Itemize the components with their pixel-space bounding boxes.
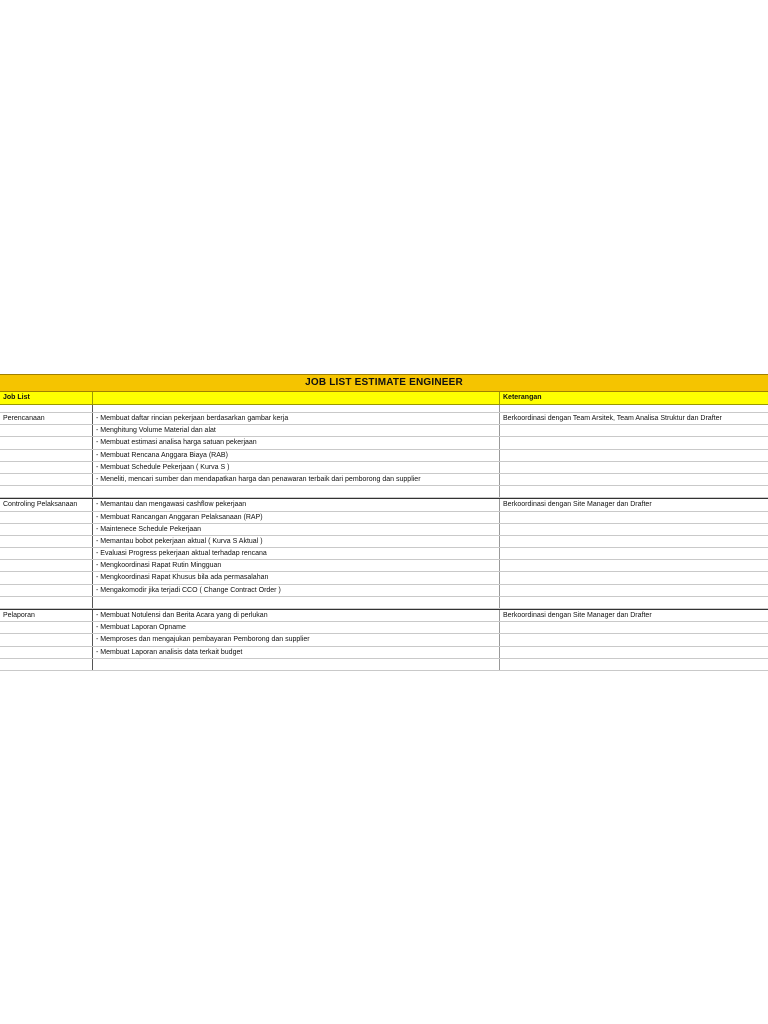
- cell-description[interactable]: - Mengakomodir jika terjadi CCO ( Change Contract Order ): [93, 585, 500, 596]
- cell-description[interactable]: - Menghitung Volume Material dan alat: [93, 425, 500, 436]
- cell-job-list[interactable]: [0, 647, 93, 658]
- cell-description[interactable]: - Membuat Schedule Pekerjaan ( Kurva S ): [93, 462, 500, 473]
- cell-description[interactable]: - Memantau dan mengawasi cashflow pekerjaan: [93, 499, 500, 510]
- cell-keterangan[interactable]: [500, 548, 768, 559]
- table-row: [0, 572, 768, 584]
- cell-keterangan[interactable]: [500, 437, 768, 448]
- table-row: [0, 585, 768, 597]
- cell-job-list[interactable]: [0, 536, 93, 547]
- empty-cell[interactable]: [0, 659, 93, 670]
- cell-description[interactable]: - Mengkoordinasi Rapat Khusus bila ada permasalahan: [93, 572, 500, 583]
- spreadsheet: [0, 374, 768, 671]
- cell-description[interactable]: - Membuat daftar rincian pekerjaan berdasarkan gambar kerja: [93, 413, 500, 424]
- cell-keterangan[interactable]: [500, 425, 768, 436]
- cell-job-list[interactable]: Pelaporan: [0, 610, 93, 621]
- cell-job-list[interactable]: [0, 548, 93, 559]
- sheet-title: JOB LIST ESTIMATE ENGINEER: [0, 374, 768, 392]
- cell-job-list[interactable]: [0, 622, 93, 633]
- table-row: [0, 450, 768, 462]
- empty-cell[interactable]: [500, 486, 768, 497]
- empty-cell[interactable]: [0, 597, 93, 608]
- cell-description[interactable]: - Evaluasi Progress pekerjaan aktual terhadap rencana: [93, 548, 500, 559]
- empty-cell[interactable]: [93, 597, 500, 608]
- cell-description[interactable]: - Maintenece Schedule Pekerjaan: [93, 524, 500, 535]
- table-row: [0, 474, 768, 486]
- blank-row[interactable]: [0, 659, 768, 671]
- cell-job-list[interactable]: Controling Pelaksanaan: [0, 499, 93, 510]
- table-row: [0, 560, 768, 572]
- table-body: [0, 413, 768, 671]
- cell-keterangan[interactable]: [500, 560, 768, 571]
- cell-job-list[interactable]: [0, 585, 93, 596]
- cell-job-list[interactable]: [0, 450, 93, 461]
- blank-row[interactable]: [0, 405, 768, 413]
- cell-job-list[interactable]: [0, 462, 93, 473]
- cell-job-list[interactable]: [0, 524, 93, 535]
- cell-keterangan[interactable]: [500, 474, 768, 485]
- cell-job-list[interactable]: [0, 512, 93, 523]
- empty-cell[interactable]: [500, 659, 768, 670]
- empty-cell[interactable]: [500, 597, 768, 608]
- cell-description[interactable]: - Membuat Rencana Anggara Biaya (RAB): [93, 450, 500, 461]
- cell-description[interactable]: - Meneliti, mencari sumber dan mendapatkan harga dan penawaran terbaik dari pemborong dan supplier: [93, 474, 500, 485]
- empty-cell[interactable]: [93, 486, 500, 497]
- cell-job-list[interactable]: [0, 474, 93, 485]
- table-row: [0, 536, 768, 548]
- table-row: [0, 647, 768, 659]
- cell-keterangan[interactable]: [500, 512, 768, 523]
- cell-keterangan[interactable]: [500, 450, 768, 461]
- blank-row[interactable]: [0, 486, 768, 498]
- cell-description[interactable]: - Membuat Laporan Opname: [93, 622, 500, 633]
- cell-keterangan[interactable]: [500, 462, 768, 473]
- table-row: [0, 437, 768, 449]
- table-row: [0, 413, 768, 425]
- header-row: [0, 392, 768, 405]
- empty-cell[interactable]: [0, 486, 93, 497]
- cell-description[interactable]: - Mengkoordinasi Rapat Rutin Mingguan: [93, 560, 500, 571]
- table-row: [0, 512, 768, 524]
- header-description[interactable]: [93, 392, 500, 404]
- cell-job-list[interactable]: Perencanaan: [0, 413, 93, 424]
- cell-description[interactable]: - Membuat Laporan analisis data terkait budget: [93, 647, 500, 658]
- empty-cell[interactable]: [93, 659, 500, 670]
- cell-keterangan[interactable]: [500, 536, 768, 547]
- table-row: [0, 634, 768, 646]
- cell-job-list[interactable]: [0, 425, 93, 436]
- header-keterangan[interactable]: Keterangan: [503, 394, 542, 401]
- cell-keterangan[interactable]: [500, 585, 768, 596]
- cell-keterangan[interactable]: [500, 634, 768, 645]
- cell-keterangan[interactable]: [500, 524, 768, 535]
- cell-keterangan[interactable]: Berkoordinasi dengan Site Manager dan Drafter: [503, 612, 652, 619]
- table-row: [0, 548, 768, 560]
- cell-description[interactable]: - Membuat Notulensi dan Berita Acara yang di perlukan: [93, 610, 500, 621]
- blank-row[interactable]: [0, 597, 768, 609]
- cell-description[interactable]: - Memproses dan mengajukan pembayaran Pemborong dan supplier: [93, 634, 500, 645]
- cell-keterangan[interactable]: [500, 647, 768, 658]
- cell-keterangan[interactable]: Berkoordinasi dengan Site Manager dan Drafter: [503, 501, 652, 509]
- cell-description[interactable]: - Membuat estimasi analisa harga satuan pekerjaan: [93, 437, 500, 448]
- header-job-list[interactable]: Job List: [0, 392, 93, 404]
- table-row: [0, 425, 768, 437]
- cell-job-list[interactable]: [0, 560, 93, 571]
- cell-job-list[interactable]: [0, 572, 93, 583]
- table-row: [0, 462, 768, 474]
- cell-keterangan[interactable]: [500, 622, 768, 633]
- table-row: [0, 524, 768, 536]
- cell-job-list[interactable]: [0, 634, 93, 645]
- table-row: [0, 609, 768, 622]
- cell-description[interactable]: - Membuat Rancangan Anggaran Pelaksanaan (RAP): [93, 512, 500, 523]
- cell-keterangan[interactable]: [500, 572, 768, 583]
- cell-keterangan[interactable]: Berkoordinasi dengan Team Arsitek, Team Analisa Struktur dan Drafter: [503, 415, 722, 422]
- table-row: [0, 498, 768, 511]
- table-row: [0, 622, 768, 634]
- cell-description[interactable]: - Memantau bobot pekerjaan aktual ( Kurva S Aktual ): [93, 536, 500, 547]
- cell-job-list[interactable]: [0, 437, 93, 448]
